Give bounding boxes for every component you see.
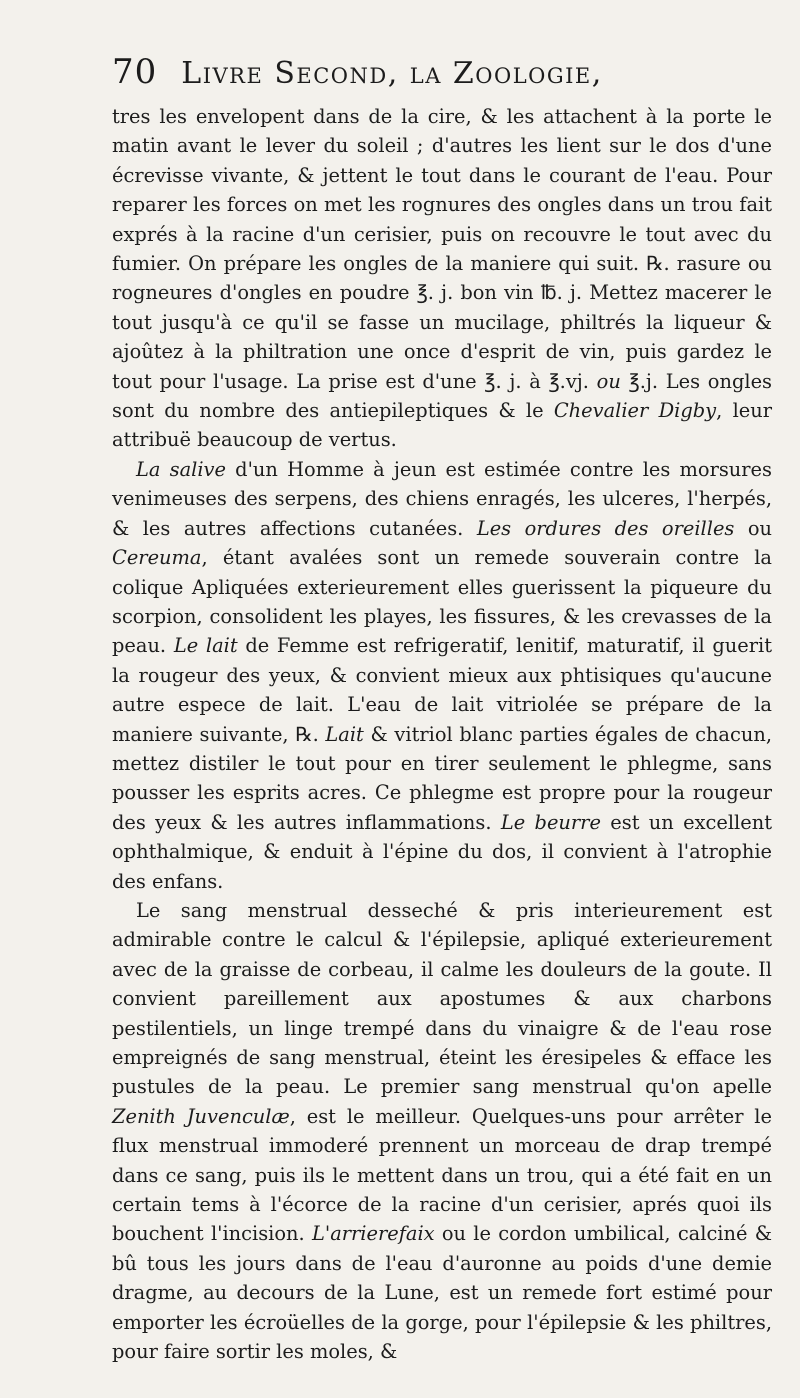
italic-text: Cereuma (112, 546, 202, 570)
page-header (112, 52, 772, 102)
paragraph (112, 455, 772, 896)
body-text (112, 102, 772, 1366)
text-run: , étant avalées sont un remede souverain contre la colique Apliquées exterieurement elles guerissent la piqueure du scorpion, consolident les playes, les fissures, & les crevasses de la peau. (112, 546, 772, 658)
italic-text: Zenith Juvenculæ (112, 1104, 290, 1128)
text-run: d'un Homme à jeun est estimée contre les morsures venimeuses des serpens, des chiens enragés, les ulceres, l'herpés, & les autres affections cutanées. (112, 457, 772, 540)
italic-text: ou (596, 369, 621, 393)
text-run: ℥.j. Les ongles sont du nombre des antiepileptiques & le (112, 369, 772, 423)
italic-text: Le lait (173, 634, 238, 658)
paragraph (112, 102, 772, 455)
text-run: & vitriol blanc parties égales de chacun, mettez distiler le tout pour en tirer seulement le phlegme, sans pousser les esprits acres. Ce phlegme est propre pour la rougeur des yeux & les autres inflammations. (112, 722, 772, 834)
italic-text: Le beurre (500, 810, 601, 834)
text-run: ou le cordon umbilical, calciné & bû tous les jours dans de l'eau d'auronne au poids d'une demie dragme, au decours de la Lune, est un remede fort estimé pour emporter les écroüelles de la gorge, pour l'épilepsie & les philtres, pour faire sortir les moles, & (112, 1222, 772, 1364)
italic-text: Lait (325, 722, 364, 746)
italic-text: Les ordures des oreilles (476, 516, 735, 540)
text-run: , leur attribuë beaucoup de vertus. (112, 399, 773, 452)
page-number: 70 (112, 52, 158, 92)
text-run: Le sang menstrual desseché & pris interieurement est admirable contre le calcul & l'épilepsie, apliqué exterieurement avec de la graisse de corbeau, il calme les douleurs de la goute. Il convient pareillement aux apostumes & aux charbons pestilentiels, un linge trempé dans du vinaigre & de l'eau rose empreignés de sang menstrual, éteint les éresipeles & efface les pustules de la peau. Le premier sang menstrual qu'on apelle (112, 898, 772, 1099)
italic-text: Chevalier Digby (553, 399, 717, 423)
italic-text: La salive (136, 457, 226, 481)
paragraph (112, 896, 772, 1367)
text-run: tres les envelopent dans de la cire, & les attachent à la porte le matin avant le lever du soleil ; d'autres les lient sur le dos d'une écrevisse vivante, & jettent le tout dans le courant de l'eau. Pour reparer les forces on met les rognures des ongles dans un trou fait exprés à la racine d'un cerisier, puis on recouvre le tout avec du fumier. On prépare les ongles de la maniere qui suit. ℞. rasure ou rogneures d'ongles en poudre ℥. j. bon vin ℔. j. Mettez macerer le tout jusqu'à ce qu'il se fasse un mucilage, philtrés la liqueur & ajoûtez à la philtration une once d'esprit de vin, puis gardez le tout pour l'usage. La prise est d'une ℥. j. à ℥.vj. (112, 105, 772, 393)
text-run: de Femme est refrigeratif, lenitif, maturatif, il guerit la rougeur des yeux, & convient mieux aux phtisiques qu'aucune autre espece de lait. L'eau de lait vitriolée se prépare de la maniere suivante, ℞. (112, 634, 772, 746)
text-run: , est le meilleur. Quelques-uns pour arrêter le flux menstrual immoderé prennent un morceau de drap trempé dans ce sang, puis ils le mettent dans un trou, qui a été fait en un certain tems à l'écorce de la racine d'un cerisier, aprés quoi ils bouchent l'incision. (112, 1104, 772, 1246)
running-title: Livre Second, la Zoologie, (181, 56, 603, 91)
text-run: est un excellent ophthalmique, & enduit à l'épine du dos, il convient à l'atrophie des enfans. (112, 810, 773, 893)
text-run: ou (734, 516, 773, 540)
italic-text: L'arrierefaix (311, 1222, 435, 1246)
